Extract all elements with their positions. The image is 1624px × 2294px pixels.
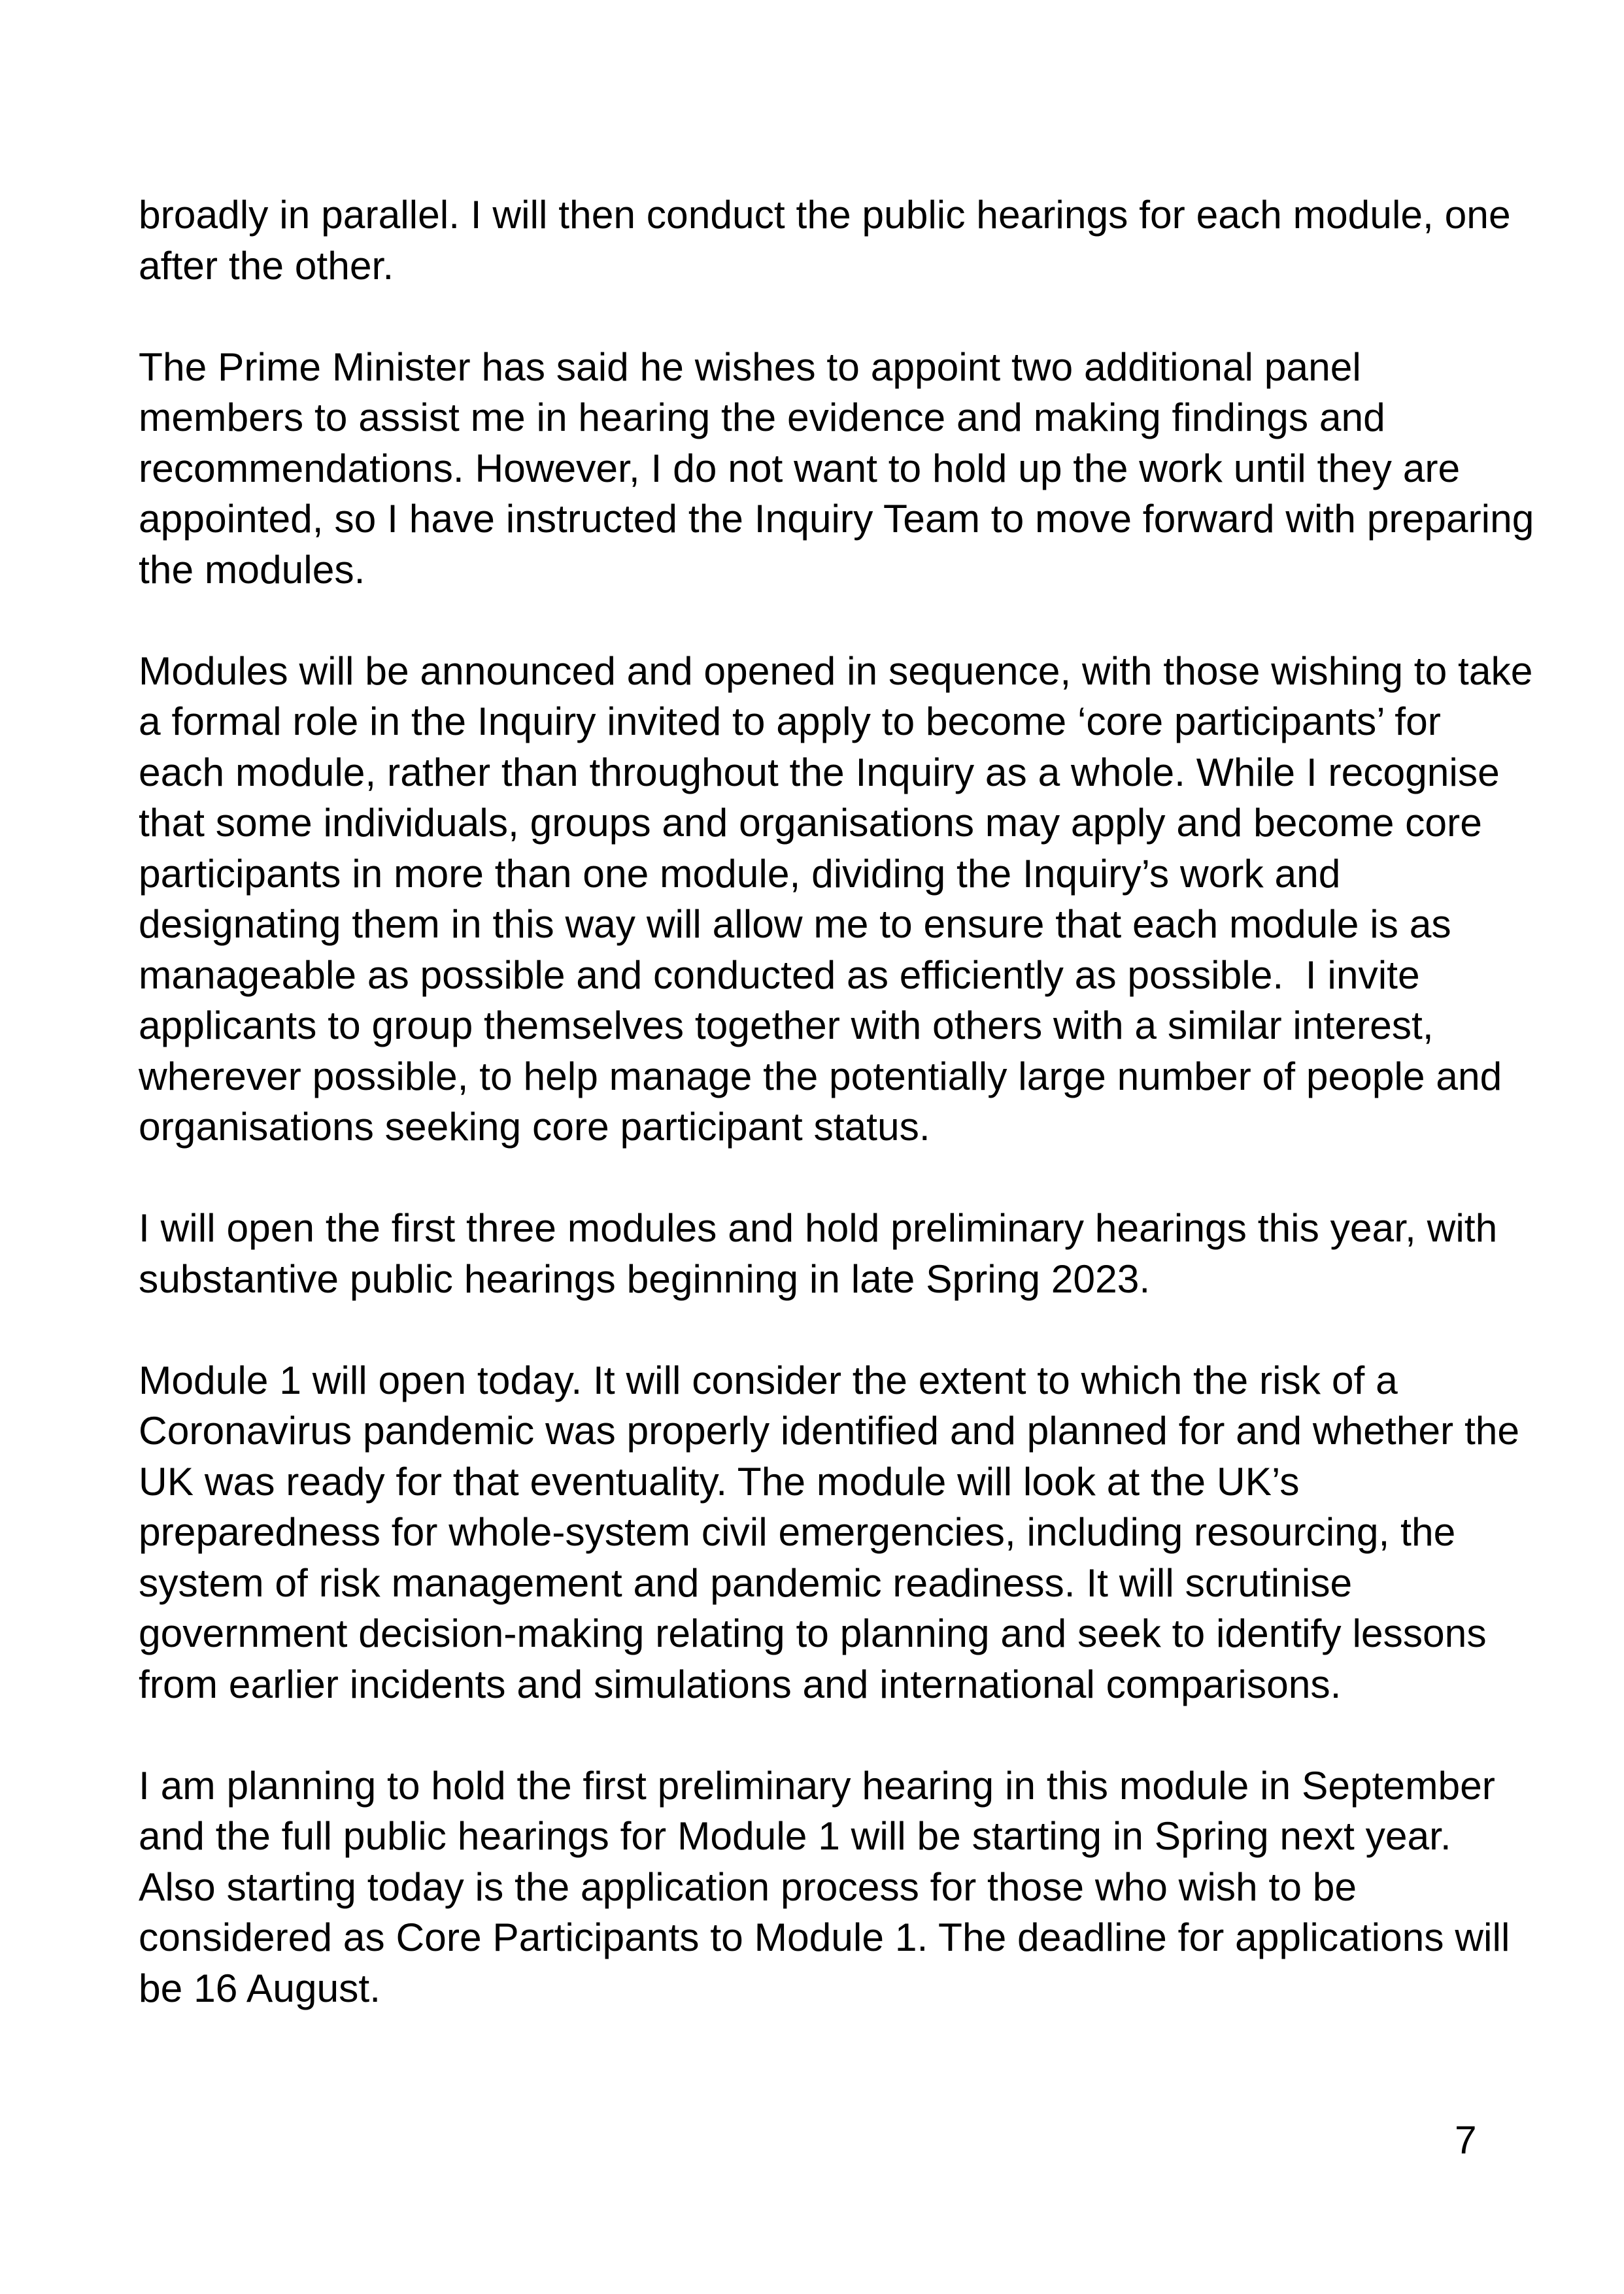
text-line: government decision-making relating to planning and seek to identify lessons xyxy=(139,1611,1487,1655)
text-line: be 16 August. xyxy=(139,1965,381,2010)
paragraph xyxy=(139,1203,1505,1304)
text-line: Coronavirus pandemic was properly identified and planned for and whether the xyxy=(139,1408,1520,1453)
text-line: each module, rather than throughout the Inquiry as a whole. While I recognise xyxy=(139,749,1500,794)
text-line: a formal role in the Inquiry invited to apply to become ‘core participants’ for xyxy=(139,699,1441,743)
text-line: appointed, so I have instructed the Inquiry Team to move forward with preparing xyxy=(139,496,1534,541)
text-line: Modules will be announced and opened in sequence, with those wishing to take xyxy=(139,648,1533,693)
text-line: considered as Core Participants to Module 1. The deadline for applications will xyxy=(139,1915,1510,1959)
paragraph xyxy=(139,1355,1520,1710)
text-line: designating them in this way will allow me to ensure that each module is as xyxy=(139,902,1451,946)
text-line: from earlier incidents and simulations and international comparisons. xyxy=(139,1661,1342,1706)
paragraph xyxy=(139,1761,1510,2014)
text-line: I will open the first three modules and hold preliminary hearings this year, with xyxy=(139,1206,1498,1250)
text-line: manageable as possible and conducted as efficiently as possible. I invite xyxy=(139,952,1420,997)
text-line: members to assist me in hearing the evidence and making findings and xyxy=(139,395,1385,439)
text-line: Module 1 will open today. It will consider the extent to which the risk of a xyxy=(139,1357,1398,1402)
text-line: broadly in parallel. I will then conduct the public hearings for each module, one xyxy=(139,192,1511,237)
text-line: substantive public hearings beginning in late Spring 2023. xyxy=(139,1256,1151,1301)
text-line: UK was ready for that eventuality. The module will look at the UK’s xyxy=(139,1459,1300,1504)
text-line: applicants to group themselves together with others with a similar interest, xyxy=(139,1003,1434,1047)
text-line: preparedness for whole-system civil emergencies, including resourcing, the xyxy=(139,1510,1456,1554)
text-line: wherever possible, to help manage the potentially large number of people and xyxy=(139,1053,1502,1098)
text-line: The Prime Minister has said he wishes to appoint two additional panel xyxy=(139,344,1361,389)
text-line: that some individuals, groups and organisations may apply and become core xyxy=(139,800,1482,845)
text-line: system of risk management and pandemic readiness. It will scrutinise xyxy=(139,1560,1353,1605)
text-line: the modules. xyxy=(139,547,365,592)
text-line: organisations seeking core participant status. xyxy=(139,1104,930,1149)
page-number: 7 xyxy=(1455,2117,1477,2162)
text-line: after the other. xyxy=(139,243,394,288)
text-line: and the full public hearings for Module 1 will be starting in Spring next year. xyxy=(139,1813,1451,1858)
text-line: recommendations. However, I do not want to hold up the work until they are xyxy=(139,445,1461,490)
document-body xyxy=(139,190,1534,2065)
text-line: I am planning to hold the first preliminary hearing in this module in September xyxy=(139,1763,1495,1808)
paragraph xyxy=(139,190,1511,291)
paragraph xyxy=(139,342,1534,596)
text-line: participants in more than one module, dividing the Inquiry’s work and xyxy=(139,851,1341,896)
text-line: Also starting today is the application process for those who wish to be xyxy=(139,1864,1357,1909)
paragraph xyxy=(139,646,1533,1153)
